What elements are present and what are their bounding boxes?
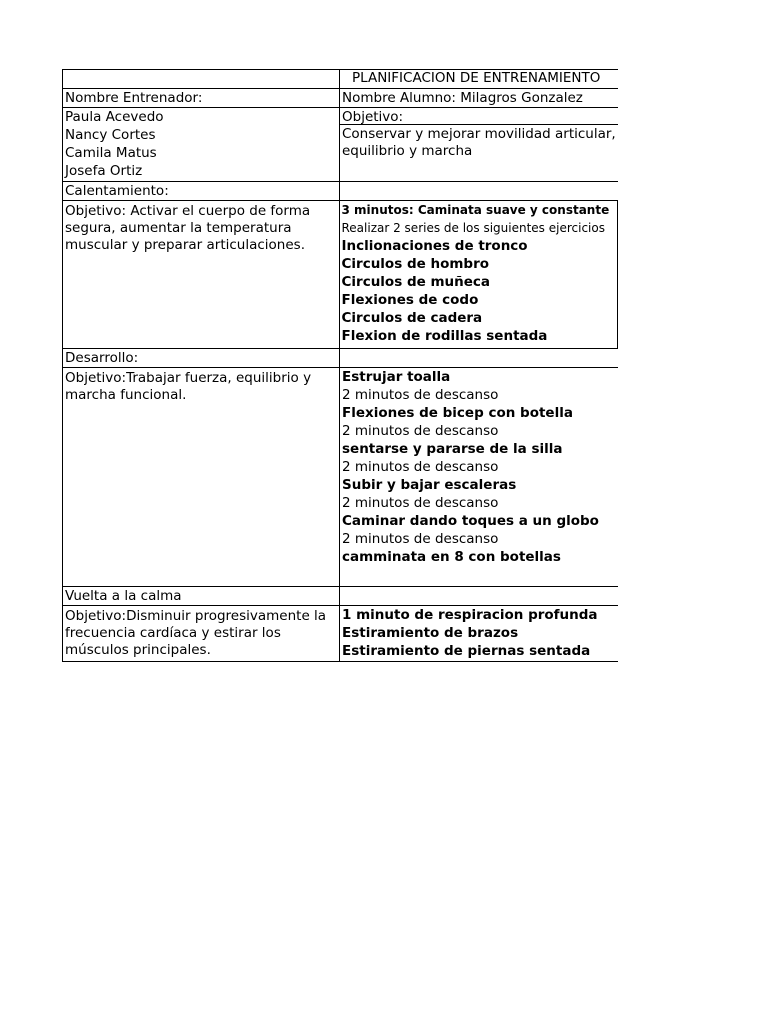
rest-note: 2 minutos de descanso	[342, 495, 499, 511]
rest-note: 2 minutos de descanso	[342, 423, 499, 439]
cooldown-label-right	[340, 587, 618, 605]
coach-name: Josefa Ortiz	[65, 163, 143, 179]
cooldown-objective-line: frecuencia cardíaca y estirar los	[65, 625, 281, 641]
warmup-objective-line: muscular y preparar articulaciones.	[65, 237, 305, 253]
coach-label: Nombre Entrenador:	[62, 89, 340, 107]
warmup-exercise: Circulos de cadera	[341, 310, 483, 326]
cooldown-exercises	[340, 606, 618, 661]
cooldown-objective	[62, 606, 340, 661]
warmup-label-row	[62, 181, 618, 200]
development-objective-line: Objetivo:Trabajar fuerza, equilibrio y	[65, 370, 312, 386]
student-name: Nombre Alumno: Milagros Gonzalez	[342, 90, 583, 106]
objective-text: Conservar y mejorar movilidad articular,	[342, 126, 616, 142]
warmup-exercise: Circulos de hombro	[341, 256, 490, 272]
development-objective	[62, 368, 340, 586]
warmup-label-right	[340, 182, 618, 200]
cooldown-exercise: Estiramiento de brazos	[342, 625, 519, 641]
development-exercise: Caminar dando toques a un globo	[342, 513, 599, 529]
objective-label: Objetivo:	[340, 108, 618, 125]
objective-text: equilibrio y marcha	[342, 143, 473, 159]
cooldown-row	[62, 605, 618, 662]
training-plan-table	[62, 69, 618, 662]
development-objective-line: marcha funcional.	[65, 387, 187, 403]
rest-note: 2 minutos de descanso	[342, 459, 499, 475]
warmup-exercise: Inclionaciones de tronco	[341, 238, 528, 254]
coach-name: Paula Acevedo	[65, 109, 164, 125]
development-exercise: Subir y bajar escaleras	[342, 477, 517, 493]
coaches-list	[62, 108, 340, 181]
names-row	[62, 88, 618, 107]
warmup-objective	[62, 201, 340, 348]
development-label: Desarrollo:	[62, 349, 340, 367]
warmup-objective-line: Objetivo: Activar el cuerpo de forma	[65, 203, 311, 219]
development-exercise: sentarse y pararse de la silla	[342, 441, 563, 457]
warmup-header: 3 minutos: Caminata suave y constante	[341, 203, 610, 217]
development-row	[62, 367, 618, 586]
development-exercise: Flexiones de bicep con botella	[342, 405, 573, 421]
warmup-row	[62, 200, 618, 348]
cooldown-exercise: Estiramiento de piernas sentada	[342, 643, 591, 659]
warmup-exercise: Flexiones de codo	[341, 292, 479, 308]
rest-note: 2 minutos de descanso	[342, 387, 499, 403]
warmup-exercises	[340, 201, 619, 348]
cooldown-objective-line: músculos principales.	[65, 642, 211, 658]
title-left-cell	[62, 70, 340, 88]
warmup-exercise: Circulos de muñeca	[341, 274, 491, 290]
coaches-objective-row	[62, 107, 618, 181]
warmup-series: Realizar 2 series de los siguientes ejercicios	[341, 221, 605, 235]
coach-name: Nancy Cortes	[65, 127, 156, 143]
development-exercise: camminata en 8 con botellas	[342, 549, 561, 565]
development-label-right	[340, 349, 618, 367]
cooldown-label-row	[62, 586, 618, 605]
coach-name: Camila Matus	[65, 145, 157, 161]
cooldown-label: Vuelta a la calma	[62, 587, 340, 605]
title-row	[62, 69, 618, 88]
development-exercise: Estrujar toalla	[342, 369, 451, 385]
development-exercises	[340, 368, 618, 586]
warmup-label: Calentamiento:	[62, 182, 340, 200]
cooldown-objective-line: Objetivo:Disminuir progresivamente la	[65, 608, 327, 624]
warmup-objective-line: segura, aumentar la temperatura	[65, 220, 292, 236]
plan-title: PLANIFICACION DE ENTRENAMIENTO	[352, 70, 601, 86]
warmup-exercise: Flexion de rodillas sentada	[341, 328, 548, 344]
rest-note: 2 minutos de descanso	[342, 531, 499, 547]
development-label-row	[62, 348, 618, 367]
general-objective	[340, 108, 618, 181]
cooldown-exercise: 1 minuto de respiracion profunda	[342, 607, 598, 623]
